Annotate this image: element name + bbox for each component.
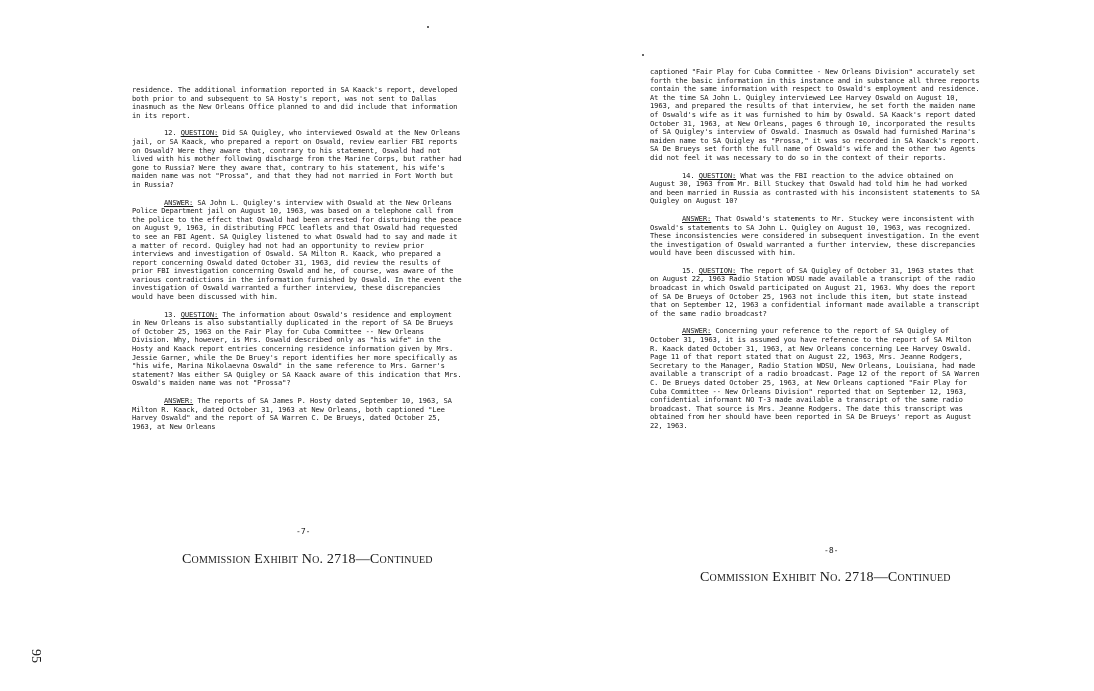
right-para-1 — [650, 172, 980, 206]
question-text: Did SA Quigley, who interviewed Oswald at the New Orleans jail, or SA Kaack, who prepared a report on Oswald, review earlier FBI reports on Oswald? Were they aware that, contrary to his statement, Oswald had not lived with his mother following discharge from the Marine Corps, but rather had gone to Russia? Were they aware that, contrary to his statement, his wife's maiden name was not "Prossa", and that they had not married in Fort Worth but in Russia? — [132, 128, 462, 189]
answer-label: ANSWER: — [164, 197, 194, 207]
right-para-4 — [650, 327, 980, 430]
left-para-3 — [132, 311, 462, 388]
left-exhibit-caption: Commission Exhibit No. 2718—Continued — [182, 552, 433, 567]
scan-speck — [642, 54, 644, 56]
question-number: 15. — [682, 265, 695, 275]
answer-text: The reports of SA James P. Hosty dated September 10, 1963, SA Milton R. Kaack, dated October 31, 1963 at New Orleans, both captioned "Lee Harvey Oswald" and the report of SA Warren C. De Brueys, dated October 25, 1963, at New Orleans — [132, 396, 452, 431]
left-para-0: residence. The additional information reported in SA Kaack's report, developed both prior to and subsequent to SA Hosty's report, was not sent to Dallas inasmuch as the New Orleans Office planned to and did include that information in its report. — [132, 85, 458, 120]
left-page-number: -7- — [296, 527, 311, 536]
answer-label: ANSWER: — [682, 326, 712, 336]
left-para-1 — [132, 129, 462, 189]
answer-text: SA John L. Quigley's interview with Oswald at the New Orleans Police Department jail on August 10, 1963, was based on a telephone call from the police to the effect that Oswald had been arrested for disturbing the peace on August 9, 1963, in distributing FPCC leaflets and that Oswald had requested to see an FBI Agent. SA Quigley listened to what Oswald had to say and made it a matter of record. Quigley had not had an opportunity to review prior interviews and investigation of Oswald. SA Milton R. Kaack, who prepared a report concerning Oswald dated October 31, 1963, did review the results of prior FBI investigation concerning Oswald and he, of course, was aware of the various contradictions in the information furnished by Oswald. In the event the investigation of Oswald warranted a further interview, these discrepancies would have been discussed with him. — [132, 197, 462, 302]
answer-label: ANSWER: — [164, 396, 194, 405]
margin-page-number: 95 — [28, 649, 43, 663]
question-text: The report of SA Quigley of October 31, 1963 states that on August 22, 1963 Radio Station WDSU made available a transcript of the radio broadcast in which Oswald participated on August 21, 1963. Why does the report of SA De Brueys of October 25, 1963 not include this item, but state instead that on September 12, 1963 a confidential informant made available a transcript of the same radio broadcast? — [650, 265, 980, 318]
right-para-2 — [650, 215, 980, 258]
question-number: 14. — [682, 170, 695, 180]
right-page-number: -8- — [824, 546, 839, 555]
question-label: QUESTION: — [180, 309, 219, 319]
right-para-3 — [650, 267, 980, 319]
question-label: QUESTION: — [180, 128, 219, 138]
right-page — [650, 68, 980, 440]
question-number: 12. — [164, 128, 177, 138]
right-para-0: captioned "Fair Play for Cuba Committee - New Orleans Division" accurately set forth the basic information in this instance and in substance all three reports contain the same information with respect to Oswald's employment and residence. At the time SA John L. Quigley interviewed Lee Harvey Oswald on August 10, 1963, and prepared the results of that interview, he set forth the maiden name of Oswald's wife as it was furnished to him by Oswald. SA Kaack's report dated October 31, 1963, at New Orleans, pages 6 through 10, incorporated the results of SA Quigley's interview of Oswald. Inasmuch as Oswald had furnished Marina's maiden name to SA Quigley as "Prossa," it was so recorded in SA Kaack's report. SA De Brueys set forth the full name of Oswald's wife and the other two Agents did not feel it was necessary to do so in the context of their reports. — [650, 67, 980, 162]
scan-speck — [427, 26, 429, 28]
question-label: QUESTION: — [698, 170, 737, 180]
answer-text: Concerning your reference to the report of SA Quigley of October 31, 1963, it is assumed you have reference to the report of SA Milton R. Kaack dated October 31, 1963, at New Orleans concerning Lee Harvey Oswald. Page 11 of that report stated that on August 22, 1963, Mrs. Jeanne Rodgers, Secretary to the Manager, Radio Station WDSU, New Orleans, Louisiana, had made available a transcript of a radio broadcast. Page 12 of the report of SA Warren C. De Brueys dated October 25, 1963, at New Orleans captioned "Fair Play for Cuba Committee -- New Orleans Division" reported that on September 12, 1963, confidential informant NO T-3 made available a transcript of the same radio broadcast. That source is Mrs. Jeanne Rodgers. The date this transcript was obtained from her should have been reported in SA De Brueys' report as August 22, 1963. — [650, 326, 980, 430]
right-exhibit-caption: Commission Exhibit No. 2718—Continued — [700, 570, 951, 585]
answer-label: ANSWER: — [682, 213, 712, 223]
left-para-2 — [132, 199, 462, 302]
question-number: 13. — [164, 309, 177, 319]
left-page — [132, 86, 462, 440]
question-label: QUESTION: — [698, 265, 737, 275]
left-para-4 — [132, 397, 462, 431]
question-text: What was the FBI reaction to the advice obtained on August 30, 1963 from Mr. Bill Stuckey that Oswald had told him he had worked and been married in Russia as contrasted with his inconsistent statements to SA Quigley on August 10? — [650, 170, 980, 206]
answer-text: That Oswald's statements to Mr. Stuckey were inconsistent with Oswald's statements to SA John L. Quigley on August 10, 1963, was recognized. These inconsistencies were considered in subsequent investigation. In the event the investigation of Oswald warranted a further interview, these discrepancies would have been discussed with him. — [650, 213, 980, 258]
question-text: The information about Oswald's residence and employment in New Orleans is also substantially duplicated in the report of SA De Brueys of October 25, 1963 on the Fair Play for Cuba Committee -- New Orleans Division. Why, however, is Mrs. Oswald described only as "his wife" in the Hosty and Kaack report entries concerning residence information given by Mrs. Jessie Garner, while the De Bruey's report identifies her more specifically as "his wife, Marina Nikolaevna Oswald" in the same reference to Mrs. Garner's statement? Was either SA Quigley or SA Kaack aware of this indication that Mrs. Oswald's maiden name was not "Prossa"? — [132, 309, 462, 388]
